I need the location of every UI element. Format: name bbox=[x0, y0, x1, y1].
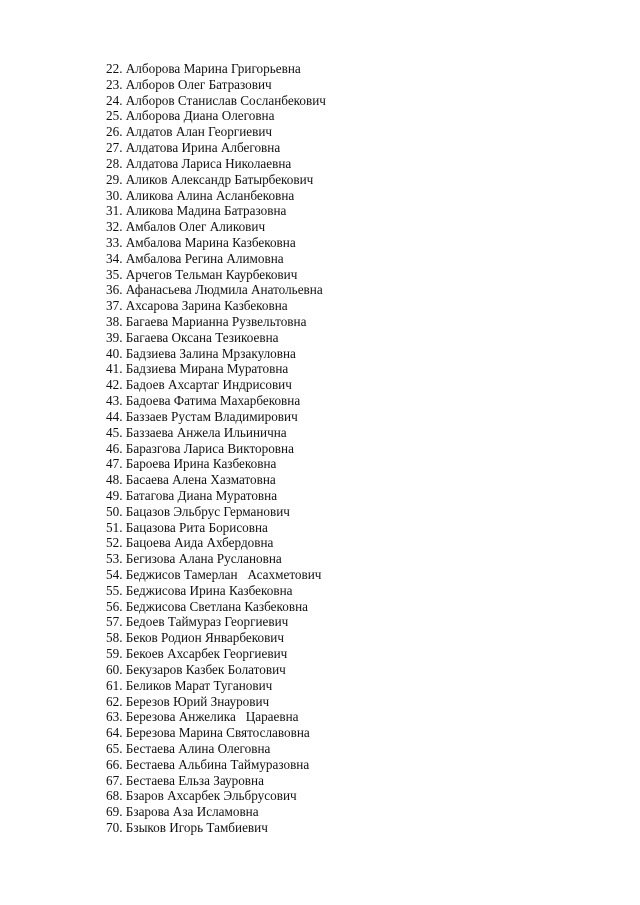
list-item: 51. Бацазова Рита Борисовна bbox=[106, 519, 268, 535]
list-item: 41. Бадзиева Мирана Муратовна bbox=[106, 361, 289, 377]
list-item: 56. Беджисова Светлана Казбековна bbox=[106, 598, 308, 614]
list-item: 45. Баззаева Анжела Ильинична bbox=[106, 424, 287, 440]
list-item: 48. Басаева Алена Хазматовна bbox=[106, 472, 276, 488]
list-item: 31. Аликова Мадина Батразовна bbox=[106, 203, 287, 219]
list-item: 36. Афанасьева Людмила Анатольевна bbox=[106, 282, 323, 298]
list-item: 39. Багаева Оксана Тезикоевна bbox=[106, 329, 279, 345]
list-item: 32. Амбалов Олег Аликович bbox=[106, 219, 266, 235]
list-item: 55. Беджисова Ирина Казбековна bbox=[106, 582, 293, 598]
list-item: 54. Беджисов Тамерлан Асахметович bbox=[106, 567, 322, 582]
list-item: 28. Алдатова Лариса Николаевна bbox=[106, 155, 292, 171]
list-item: 47. Барoева Ирина Казбековна bbox=[106, 456, 277, 472]
list-item: 53. Бегизова Алана Руслановна bbox=[106, 551, 282, 567]
list-item: 57. Бедоев Таймураз Георгиевич bbox=[106, 614, 289, 630]
list-item: 30. Аликова Алина Асланбековна bbox=[106, 187, 295, 203]
list-item: 33. Амбалова Марина Казбековна bbox=[106, 234, 296, 250]
list-item: 35. Арчегов Тельман Каурбекович bbox=[106, 266, 298, 282]
list-item: 44. Баззаев Рустам Владимирович bbox=[106, 408, 298, 424]
list-item: 37. Ахсарова Зарина Казбековна bbox=[106, 298, 288, 314]
list-item: 52. Бацоева Аида Ахбердовна bbox=[106, 535, 274, 551]
list-item: 40. Бадзиева Залина Мрзакуловна bbox=[106, 345, 296, 361]
list-item: 34. Амбалова Регина Алимовна bbox=[106, 250, 284, 266]
list-item: 61. Беликов Марат Туганович bbox=[106, 677, 273, 693]
list-item: 27. Алдатова Ирина Албеговна bbox=[106, 140, 281, 156]
list-item: 22. Алборова Марина Григорьевна bbox=[106, 61, 301, 76]
list-item: 65. Бестаева Алина Олеговна bbox=[106, 740, 271, 756]
list-item: 70. Бзыков Игорь Тамбиевич bbox=[106, 820, 268, 835]
list-item: 26. Алдатов Алан Георгиевич bbox=[106, 124, 273, 140]
list-item: 46. Баразгова Лариса Викторовна bbox=[106, 440, 294, 456]
list-item: 60. Бекузаров Казбек Болатович bbox=[106, 661, 286, 677]
list-item: 25. Алборова Диана Олеговна bbox=[106, 108, 275, 124]
list-item: 42. Бадоев Ахсартаг Индрисович bbox=[106, 377, 292, 393]
list-item: 67. Бестаева Ельза Зауровна bbox=[106, 772, 264, 788]
list-item: 59. Бекоев Ахсарбек Георгиевич bbox=[106, 646, 288, 662]
list-item: 29. Аликов Александр Батырбекович bbox=[106, 171, 314, 187]
list-item: 58. Беков Родион Январбекович bbox=[106, 630, 284, 646]
list-item: 23. Алборов Олег Батразович bbox=[106, 76, 272, 92]
list-item: 66. Бестаева Альбина Таймуразовна bbox=[106, 756, 310, 772]
name-list bbox=[106, 61, 326, 836]
list-item: 43. Бадоева Фатима Махарбековна bbox=[106, 393, 301, 409]
list-item: 64. Березова Марина Святославовна bbox=[106, 725, 310, 741]
list-item: 50. Бацазов Эльбрус Германович bbox=[106, 503, 290, 519]
list-item: 63. Березова Анжелика Цараевна bbox=[106, 709, 299, 725]
list-item: 69. Бзарова Аза Исламовна bbox=[106, 804, 259, 820]
list-item: 49. Батагова Диана Муратовна bbox=[106, 487, 278, 503]
list-item: 24. Алборов Станислав Сосланбекович bbox=[106, 92, 326, 108]
list-item: 38. Багаева Марианна Рузвельтовна bbox=[106, 314, 307, 329]
list-item: 62. Березов Юрий Знаурович bbox=[106, 693, 270, 709]
list-item: 68. Бзаров Ахсарбек Эльбрусович bbox=[106, 788, 297, 804]
